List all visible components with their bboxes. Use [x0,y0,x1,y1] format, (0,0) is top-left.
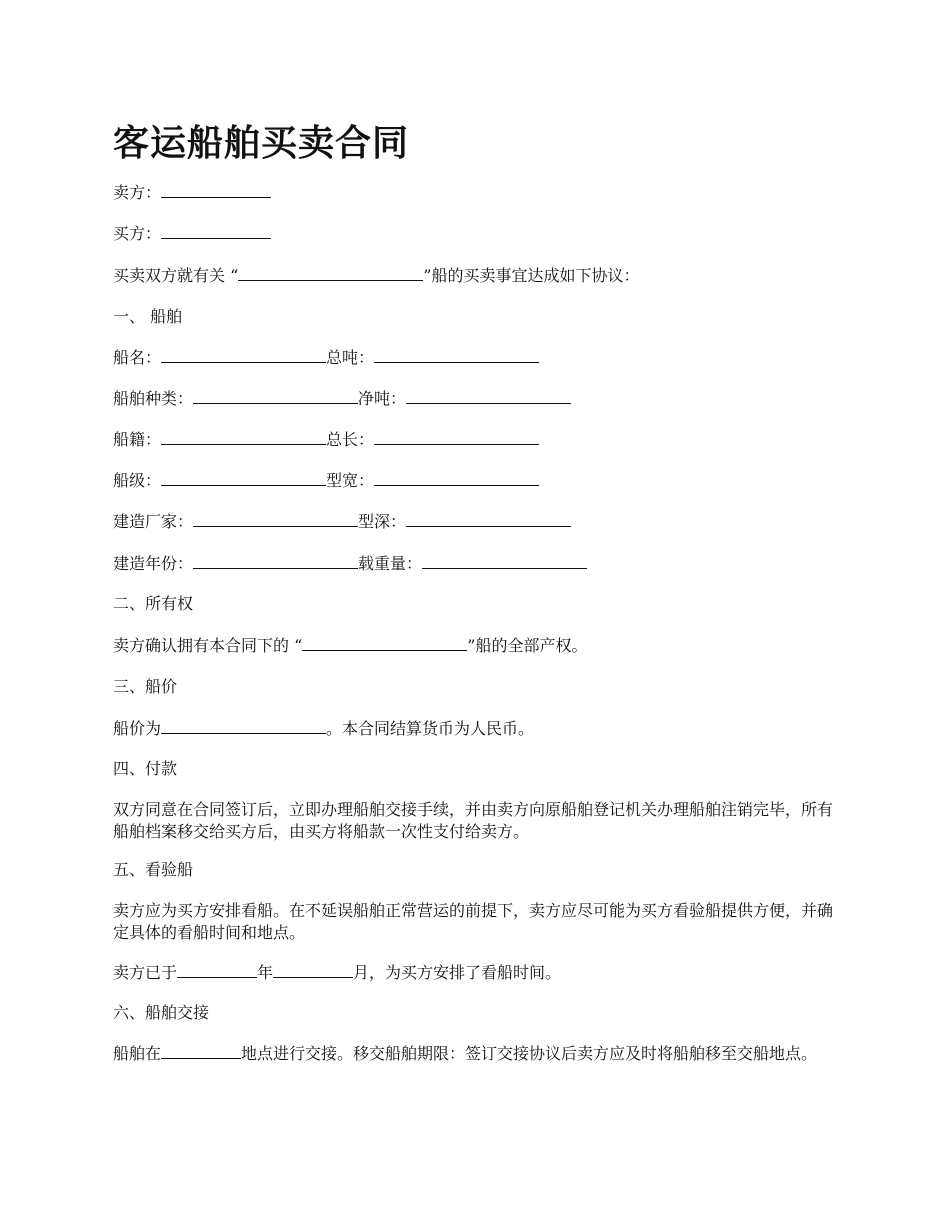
ownership-before: 卖方确认拥有本合同下的 “ [113,636,303,655]
field-blank[interactable] [374,469,539,486]
field-blank[interactable] [161,346,326,363]
buyer-line [113,222,271,245]
section-heading: 二、所有权 [113,594,194,613]
field-label: 船名： [113,348,162,367]
handover-place-blank[interactable] [161,1042,241,1059]
handover-before: 船舶在 [113,1044,162,1063]
ship-field-row [113,552,587,575]
handover-paragraph [113,1042,843,1065]
ship-name-blank[interactable] [238,264,423,281]
section-heading: 一、 船舶 [113,307,183,326]
inspection-paragraph: 卖方应为买方安排看船。在不延误船舶正常营运的前提下，卖方应尽可能为买方看验船提供方便，并确定具体的看船时间和地点。 [113,901,834,942]
section-heading: 四、付款 [113,759,178,778]
field-blank[interactable] [193,510,358,527]
field-label: 建造厂家： [113,512,194,531]
seller-blank[interactable] [161,181,271,198]
payment-paragraph: 双方同意在合同签订后，立即办理船舶交接手续，并由卖方向原船舶登记机关办理船舶注销完毕，所有船舶档案移交给买方后，由买方将船款一次性支付给卖方。 [113,800,834,841]
intro-after: ”船的买卖事宜达成如下协议： [423,266,640,285]
ship-field-row [113,510,571,533]
year-label: 年 [257,963,274,982]
field-label: 型宽： [326,471,375,490]
ownership-after: ”船的全部产权。 [467,636,588,655]
section-heading: 五、看验船 [113,860,194,879]
year-blank[interactable] [177,961,257,978]
field-label: 型深： [358,512,407,531]
field-label: 船舶种类： [113,389,194,408]
field-label: 总长： [326,430,375,449]
field-blank[interactable] [374,428,539,445]
inspection-before: 卖方已于 [113,963,178,982]
price-before: 船价为 [113,719,162,738]
inspection-after: 月，为买方安排了看船时间。 [353,963,562,982]
ship-field-row [113,469,539,492]
ownership-blank[interactable] [302,634,467,651]
field-blank[interactable] [161,469,326,486]
ship-field-row [113,387,571,410]
inspection-date-line [113,961,561,984]
buyer-label: 买方： [113,224,162,243]
ship-field-row [113,428,539,451]
month-blank[interactable] [273,961,353,978]
price-blank[interactable] [161,717,326,734]
intro-line [113,264,639,287]
price-line [113,717,534,740]
page-title: 客运船舶买卖合同 [113,122,410,164]
seller-label: 卖方： [113,183,162,202]
handover-after: 地点进行交接。移交船舶期限：签订交接协议后卖方应及时将船舶移至交船地点。 [241,1044,818,1063]
section-heading: 三、船价 [113,677,178,696]
field-blank[interactable] [374,346,539,363]
field-label: 船级： [113,471,162,490]
intro-before: 买卖双方就有关 “ [113,266,239,285]
field-blank[interactable] [406,510,571,527]
field-label: 载重量： [358,554,423,573]
ship-field-row [113,346,539,369]
field-blank[interactable] [406,387,571,404]
buyer-blank[interactable] [161,222,271,239]
field-blank[interactable] [193,387,358,404]
field-label: 船籍： [113,430,162,449]
seller-line [113,181,271,204]
field-blank[interactable] [422,552,587,569]
field-label: 总吨： [326,348,375,367]
field-blank[interactable] [193,552,358,569]
field-label: 净吨： [358,389,407,408]
price-after: 。本合同结算货币为人民币。 [326,719,535,738]
ownership-line [113,634,587,657]
field-blank[interactable] [161,428,326,445]
section-heading: 六、船舶交接 [113,1003,210,1022]
field-label: 建造年份： [113,554,194,573]
